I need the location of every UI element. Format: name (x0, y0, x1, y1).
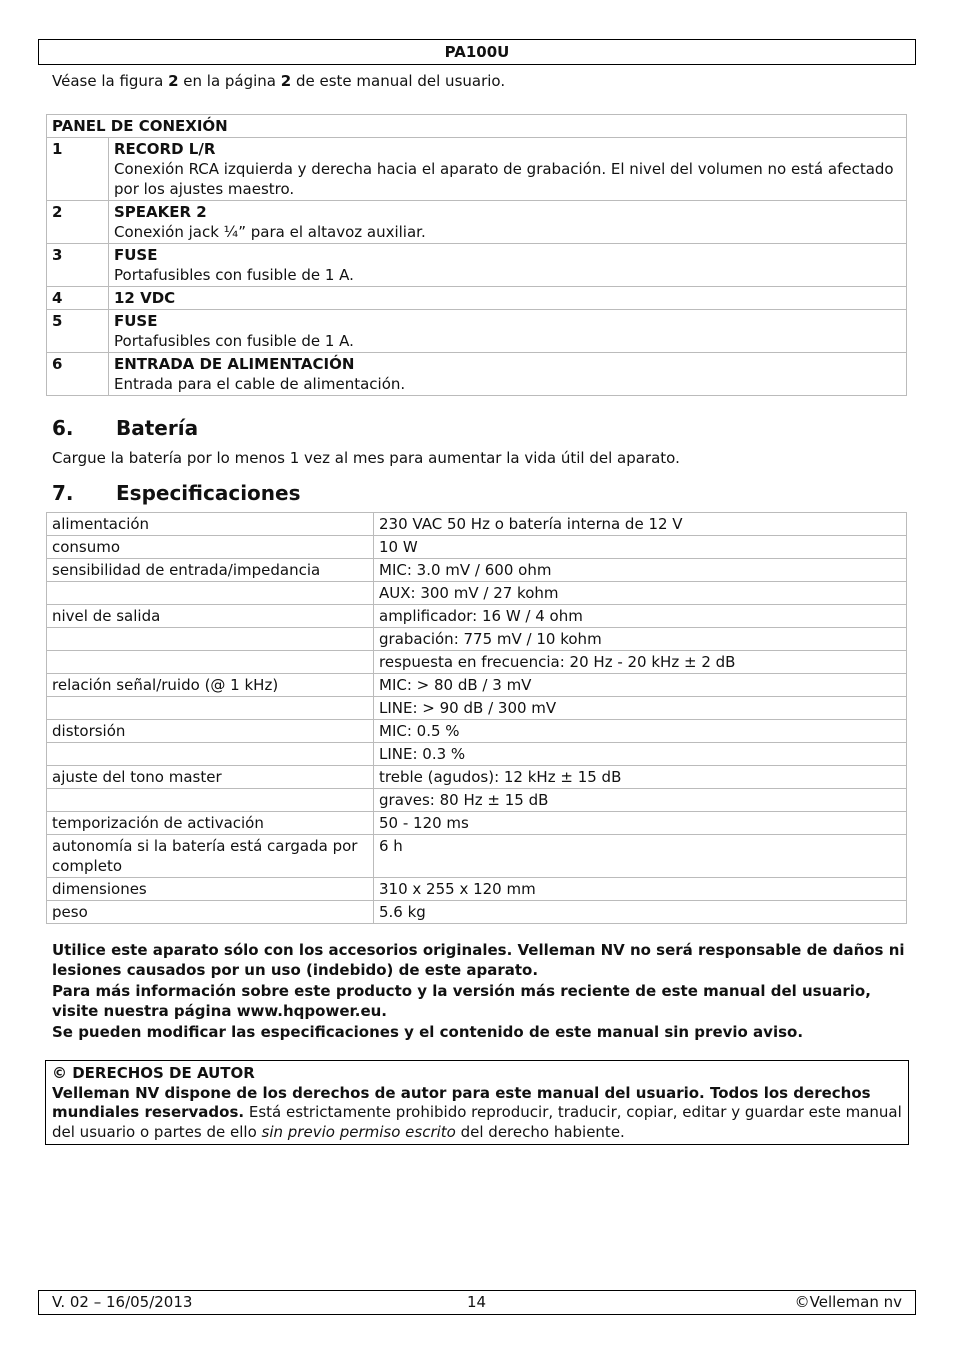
panel-item-title: FUSE (114, 246, 158, 264)
note-paragraph: Utilice este aparato sólo con los accesorios originales. Velleman NV no será responsable de daños ni lesiones causados por un uso (indebido) de este aparato. (52, 941, 905, 979)
intro-text: en la página (178, 72, 281, 90)
spec-row (47, 651, 907, 674)
spec-key: autonomía si la batería está cargada por completo (47, 835, 374, 878)
panel-item-title: FUSE (114, 312, 158, 330)
specifications-table (46, 512, 907, 924)
panel-row (47, 201, 907, 244)
spec-key (47, 697, 374, 720)
panel-row (47, 287, 907, 310)
section-number: 7. (52, 481, 74, 505)
spec-key: temporización de activación (47, 812, 374, 835)
spec-value: respuesta en frecuencia: 20 Hz - 20 kHz ± 2 dB (374, 651, 907, 674)
figure-number: 2 (168, 72, 179, 90)
spec-value: grabación: 775 mV / 10 kohm (374, 628, 907, 651)
spec-value: 310 x 255 x 120 mm (374, 878, 907, 901)
intro-text: de este manual del usuario. (291, 72, 506, 90)
spec-value: LINE: 0.3 % (374, 743, 907, 766)
panel-item-description: Portafusibles con fusible de 1 A. (114, 332, 354, 350)
panel-item-title: RECORD L/R (114, 140, 216, 158)
spec-value: 6 h (374, 835, 907, 878)
panel-item-content (109, 287, 907, 310)
panel-item-title: SPEAKER 2 (114, 203, 207, 221)
panel-item-description: Portafusibles con fusible de 1 A. (114, 266, 354, 284)
intro-line (52, 70, 505, 92)
note-paragraph: Para más información sobre este producto y la versión más reciente de este manual del usuario, visite nuestra página www.hqpower.eu. (52, 982, 871, 1020)
panel-item-content (109, 310, 907, 353)
spec-row (47, 720, 907, 743)
panel-item-number: 2 (47, 201, 109, 244)
section-title: Batería (116, 416, 199, 440)
spec-row (47, 674, 907, 697)
spec-row (47, 605, 907, 628)
spec-key: consumo (47, 536, 374, 559)
intro-text: Véase la figura (52, 72, 169, 90)
spec-row (47, 559, 907, 582)
page-number-ref: 2 (280, 72, 292, 90)
page-number: 14 (467, 1293, 487, 1311)
copyright-heading: © DERECHOS DE AUTOR (52, 1064, 255, 1082)
panel-row (47, 138, 907, 201)
panel-item-content (109, 353, 907, 396)
panel-item-content (109, 244, 907, 287)
spec-key: nivel de salida (47, 605, 374, 628)
panel-item-title: 12 VDC (114, 289, 176, 307)
version-date: V. 02 – 16/05/2013 (52, 1293, 193, 1311)
copyright-box (45, 1060, 909, 1145)
spec-value: treble (agudos): 12 kHz ± 15 dB (374, 766, 907, 789)
panel-item-description: Conexión RCA izquierda y derecha hacia el aparato de grabación. El nivel del volumen no está afectado por los ajustes maestro. (114, 160, 894, 198)
panel-item-number: 5 (47, 310, 109, 353)
copyright-bold: Velleman NV dispone de los derechos de autor para este manual del usuario. Todos los derechos mundiales reservados. (52, 1083, 871, 1121)
spec-value: 50 - 120 ms (374, 812, 907, 835)
panel-item-number: 1 (47, 138, 109, 201)
spec-row (47, 628, 907, 651)
spec-key: ajuste del tono master (47, 766, 374, 789)
spec-value: MIC: 3.0 mV / 600 ohm (374, 559, 907, 582)
spec-row (47, 789, 907, 812)
copyright-body: del derecho habiente. (455, 1122, 625, 1141)
panel-item-description: Entrada para el cable de alimentación. (114, 375, 406, 393)
panel-item-number: 3 (47, 244, 109, 287)
spec-row (47, 878, 907, 901)
model-title: PA100U (444, 43, 510, 61)
copyright-italic: sin previo permiso escrito (261, 1122, 456, 1141)
panel-item-number: 4 (47, 287, 109, 310)
spec-key (47, 789, 374, 812)
spec-key (47, 582, 374, 605)
panel-item-content (109, 138, 907, 201)
spec-key: dimensiones (47, 878, 374, 901)
panel-row (47, 353, 907, 396)
spec-value: 230 VAC 50 Hz o batería interna de 12 V (374, 513, 907, 536)
spec-key: alimentación (47, 513, 374, 536)
spec-row (47, 766, 907, 789)
spec-key: relación señal/ruido (@ 1 kHz) (47, 674, 374, 697)
section-title: Especificaciones (116, 481, 301, 505)
spec-value: graves: 80 Hz ± 15 dB (374, 789, 907, 812)
spec-row (47, 513, 907, 536)
battery-text: Cargue la batería por lo menos 1 vez al mes para aumentar la vida útil del aparato. (52, 449, 680, 467)
copyright-text (52, 1084, 902, 1143)
panel-item-description: Conexión jack ¼” para el altavoz auxiliar. (114, 223, 426, 241)
spec-key (47, 651, 374, 674)
panel-item-title: ENTRADA DE ALIMENTACIÓN (114, 355, 355, 373)
spec-key (47, 743, 374, 766)
panel-heading: PANEL DE CONEXIÓN (47, 115, 907, 138)
copyright-body: Está estrictamente prohibido reproducir, traducir, copiar, editar y guardar este manual del usuario o partes de ello (52, 1103, 902, 1141)
brand-copyright: ©Velleman nv (794, 1293, 902, 1311)
spec-value: amplificador: 16 W / 4 ohm (374, 605, 907, 628)
spec-value: MIC: 0.5 % (374, 720, 907, 743)
spec-value: LINE: > 90 dB / 300 mV (374, 697, 907, 720)
spec-row (47, 582, 907, 605)
spec-row (47, 697, 907, 720)
page-footer (38, 1290, 916, 1315)
spec-row (47, 743, 907, 766)
spec-key (47, 628, 374, 651)
panel-item-number: 6 (47, 353, 109, 396)
note-paragraph: Se pueden modificar las especificaciones y el contenido de este manual sin previo aviso. (52, 1023, 804, 1041)
spec-key: distorsión (47, 720, 374, 743)
spec-row (47, 835, 907, 878)
panel-row (47, 310, 907, 353)
panel-row (47, 244, 907, 287)
spec-key: sensibilidad de entrada/impedancia (47, 559, 374, 582)
spec-value: MIC: > 80 dB / 3 mV (374, 674, 907, 697)
connection-panel-table (46, 114, 907, 396)
notes-block (52, 941, 912, 1045)
spec-row (47, 901, 907, 924)
panel-item-content (109, 201, 907, 244)
page-header (38, 39, 916, 65)
spec-value: AUX: 300 mV / 27 kohm (374, 582, 907, 605)
section-number: 6. (52, 416, 74, 440)
spec-key: peso (47, 901, 374, 924)
spec-row (47, 812, 907, 835)
spec-row (47, 536, 907, 559)
spec-value: 5.6 kg (374, 901, 907, 924)
spec-value: 10 W (374, 536, 907, 559)
